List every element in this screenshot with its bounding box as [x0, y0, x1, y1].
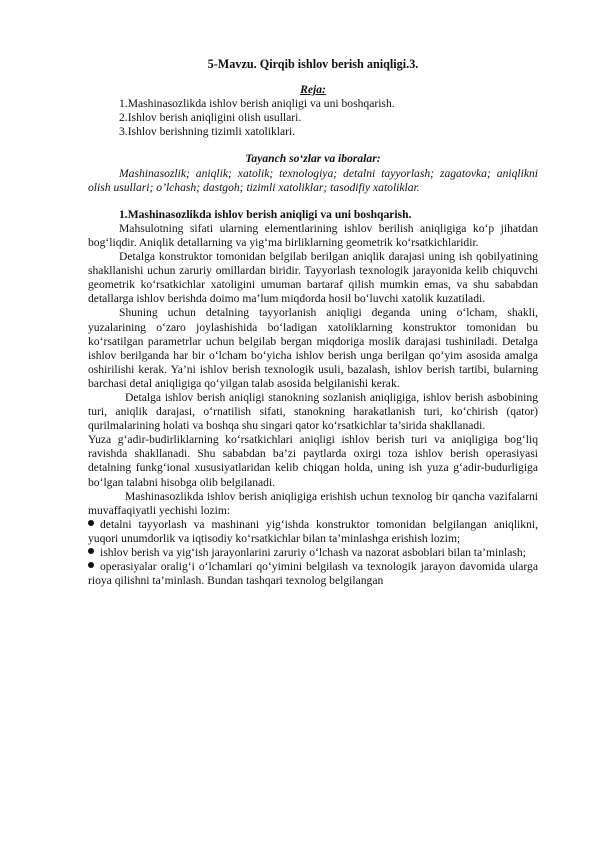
body-paragraph: Mahsulotning sifati ularning elementlarining ishlov berilish aniqligiga ko‘p jihatdan bog‘liqdir. Aniqlik detallarning va yig‘ma birliklarning geometrik ko‘rsatkichlaridir.	[88, 221, 538, 249]
bullet-item	[88, 546, 538, 560]
bullet-item	[88, 518, 538, 546]
section-heading: 1.Mashinasozlikda ishlov berish aniqligi va uni boshqarish.	[119, 207, 412, 221]
bullet-list	[88, 518, 538, 588]
plan-item: 2.Ishlov berish aniqligini olish usullari.	[119, 111, 302, 125]
keywords-heading: Tayanch so‘zlar va iboralar:	[245, 152, 381, 166]
body-paragraph: Detalga konstruktor tomonidan belgilab berilgan aniqlik darajasi uning ish qobilyatining shakllanishi uchun zaruriy omillardan biridir. Tayyorlash texnologik jarayonida kelib chiquvchi geometrik ko‘rsatkichlar xatoligini umuman bartaraf qilish mumkin emas, va shu sababdan detallarga ishlov berishda doimo ma’lum miqdorda hosil bo‘luvchi xatolik kuzatiladi.	[88, 250, 538, 306]
document-title: 5-Mavzu. Qirqib ishlov berish aniqligi.3.	[207, 57, 419, 71]
bullet-dot-icon	[88, 562, 94, 568]
body-paragraph: Mashinasozlikda ishlov berish aniqligiga erishish uchun texnolog bir qancha vazifalarni muvaffaqiyatli yechishi lozim:	[88, 489, 538, 517]
body-paragraph: Shuning uchun detalning tayyorlanish aniqligi deganda uning o‘lcham, shakli, yuzalarining o‘zaro joylashishida bo‘ladigan xatoliklarning konstruktor tomonidan bu ko‘rsatilgan parametrlar uchun belgilab bergan miqdoriga moslik darajasi tushiniladi. Detalga ishlov berilganda har bir o‘lcham bo‘yicha ishlov berish unga berilgan qo‘yim asosida amalga oshirilishi kerak. Ya’ni ishlov berish texnologik usuli, bazalash, ishlov berish tartibi, bularning barchasi detal aniqligiga qo‘yilgan talab asosida belgilanishi kerak.	[88, 306, 538, 390]
bullet-text: operasiyalar oralig‘i o‘lchamlari qo‘yimini belgilash va texnologik jarayon davomida ularga rioya qilishni ta’minlash. Bundan tashqari texnolog belgilangan	[88, 560, 538, 588]
plan-item: 1.Mashinasozlikda ishlov berish aniqligi va uni boshqarish.	[119, 97, 395, 111]
bullet-text: ishlov berish va yig‘ish jarayonlarini zaruriy o‘lchash va nazorat asboblari bilan ta’minlash;	[100, 546, 526, 559]
bullet-text: detalni tayyorlash va mashinani yig‘ishda konstruktor tomonidan belgilangan aniqlikni, yuqori unumdorlik va iqtisodiy ko‘rsatkichlar bilan ta’minlashga erishish lozim;	[88, 517, 538, 545]
bullet-dot-icon	[88, 548, 94, 554]
bullet-dot-icon	[88, 520, 94, 526]
keywords-text: Mashinasozlik; aniqlik; xatolik; texnologiya; detalni tayyorlash; zagatovka; aniqlikni olish usullari; o’lchash; dastgoh; tizimli xatoliklar; tasodifiy xatoliklar.	[88, 166, 538, 194]
plan-heading: Reja:	[300, 83, 326, 97]
body-paragraph: Detalga ishlov berish aniqligi stanokning sozlanish aniqligiga, ishlov berish asbobining turi, aniqlik darajasi, o‘rnatilish sifati, stanokning harakatlanish turi, ko‘chirish (qator) qurilmalarining holati va boshqa shu singari qator ko‘rsatkichlar ta’sirida shakllanadi.	[88, 390, 538, 433]
plan-item: 3.Ishlov berishning tizimli xatoliklari.	[119, 125, 296, 139]
document-page	[88, 57, 538, 588]
bullet-item	[88, 560, 538, 588]
plan-list	[88, 97, 538, 139]
body-paragraph: Yuza g‘adir-budirliklarning ko‘rsatkichlari aniqligi ishlov berish turi va aniqligiga bog‘liq ravishda shakllanadi. Shu sababdan ba’zi paytlarda oxirgi toza ishlov berish operasiyasi detalning funkg‘ional xususiyatlaridan kelib chiqgan holda, uning ish yuza g‘adir-budurligiga bo‘lgan talabni hisobga olib belgilanadi.	[88, 433, 538, 489]
